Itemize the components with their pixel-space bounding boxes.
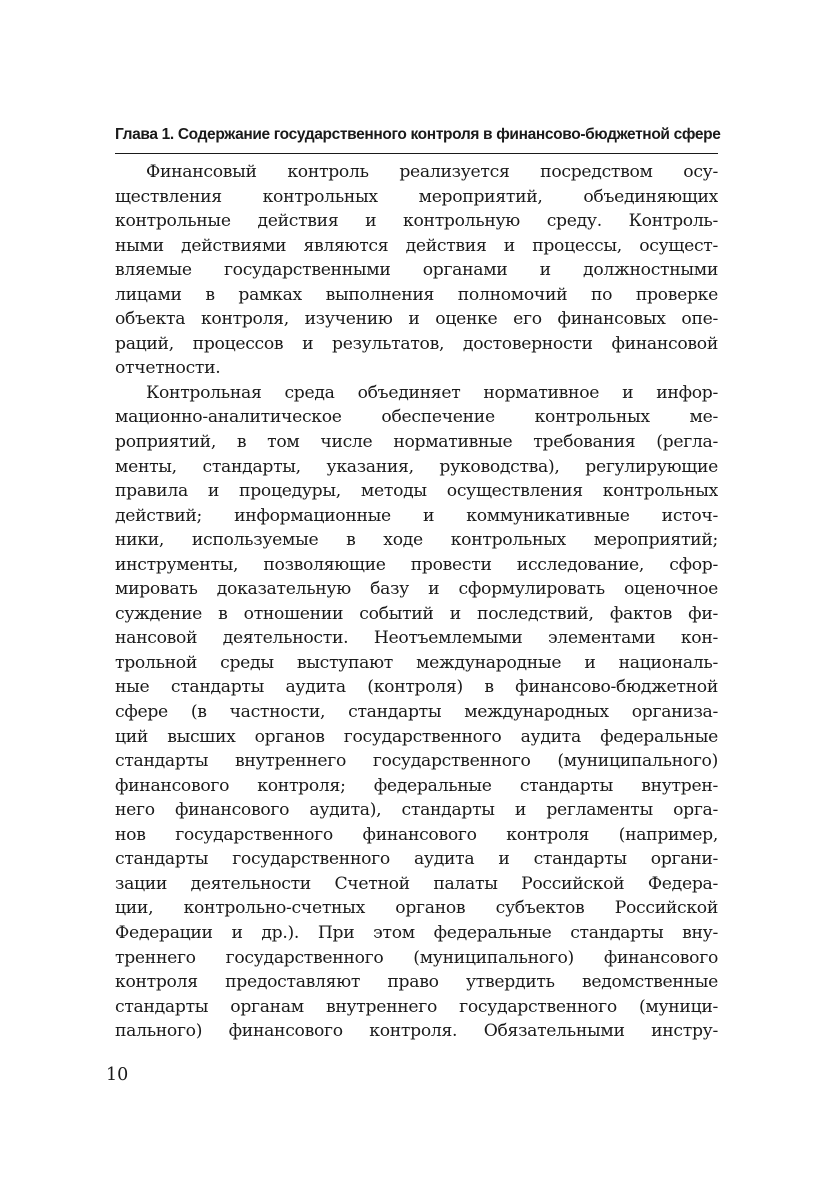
page-number: 10 [106, 1065, 129, 1085]
text-line: сфере (в частности, стандарты международных организа- [115, 702, 718, 723]
text-line: роприятий, в том числе нормативные требования (регла- [115, 432, 718, 453]
text-line: него финансового аудита), стандарты и регламенты орга- [115, 800, 718, 821]
text-line: ными действиями являются действия и процессы, осущест- [115, 235, 718, 256]
text-line: контрольные действия и контрольную среду. Контроль- [115, 211, 718, 232]
text-line: стандарты государственного аудита и стандарты органи- [115, 849, 718, 870]
text-line: Федерации и др.). При этом федеральные стандарты вну- [115, 922, 718, 943]
text-line: нансовой деятельности. Неотъемлемыми элементами кон- [115, 628, 718, 649]
text-line: суждение в отношении событий и последствий, фактов фи- [115, 603, 718, 624]
running-header: Глава 1. Содержание государственного контроля в финансово-бюджетной сфере [115, 126, 721, 143]
header-rule [115, 153, 718, 154]
text-line: действий; информационные и коммуникативные источ- [115, 505, 718, 526]
text-line: ники, используемые в ходе контрольных мероприятий; [115, 530, 718, 551]
text-line: мировать доказательную базу и сформулировать оценочное [115, 579, 718, 600]
text-line: вляемые государственными органами и должностными [115, 260, 718, 281]
text-line: отчетности. [115, 358, 221, 379]
text-line: ции, контрольно-счетных органов субъектов Российской [115, 898, 718, 919]
text-line: зации деятельности Счетной палаты Российской Федера- [115, 873, 718, 894]
text-line: контроля предоставляют право утвердить ведомственные [115, 972, 718, 993]
text-line: ществления контрольных мероприятий, объединяющих [115, 186, 718, 207]
text-line: Финансовый контроль реализуется посредством осу- [146, 162, 718, 182]
body-text [115, 160, 718, 1044]
text-line: треннего государственного (муниципального) финансового [115, 947, 718, 968]
text-line: инструменты, позволяющие провести исследование, сфор- [115, 554, 718, 575]
text-line: стандарты органам внутреннего государственного (муници- [115, 996, 718, 1017]
text-line: финансового контроля; федеральные стандарты внутрен- [115, 775, 718, 796]
text-line: ций высших органов государственного аудита федеральные [115, 726, 718, 747]
text-line: нов государственного финансового контроля (например, [115, 824, 718, 845]
text-line: менты, стандарты, указания, руководства), регулирующие [115, 456, 718, 477]
text-line: ные стандарты аудита (контроля) в финансово-бюджетной [115, 677, 718, 698]
text-line: Контрольная среда объединяет нормативное и инфор- [146, 382, 718, 403]
text-line: раций, процессов и результатов, достоверности финансовой [115, 333, 718, 354]
text-line: мационно-аналитическое обеспечение контрольных ме- [115, 407, 718, 428]
text-line: объекта контроля, изучению и оценке его финансовых опе- [115, 309, 718, 330]
text-line: лицами в рамках выполнения полномочий по проверке [115, 284, 718, 305]
text-line: пального) финансового контроля. Обязательными инстру- [115, 1021, 718, 1042]
text-line: правила и процедуры, методы осуществления контрольных [115, 481, 718, 502]
text-line: стандарты внутреннего государственного (муниципального) [115, 751, 718, 772]
text-line: трольной среды выступают международные и националь- [115, 652, 718, 673]
